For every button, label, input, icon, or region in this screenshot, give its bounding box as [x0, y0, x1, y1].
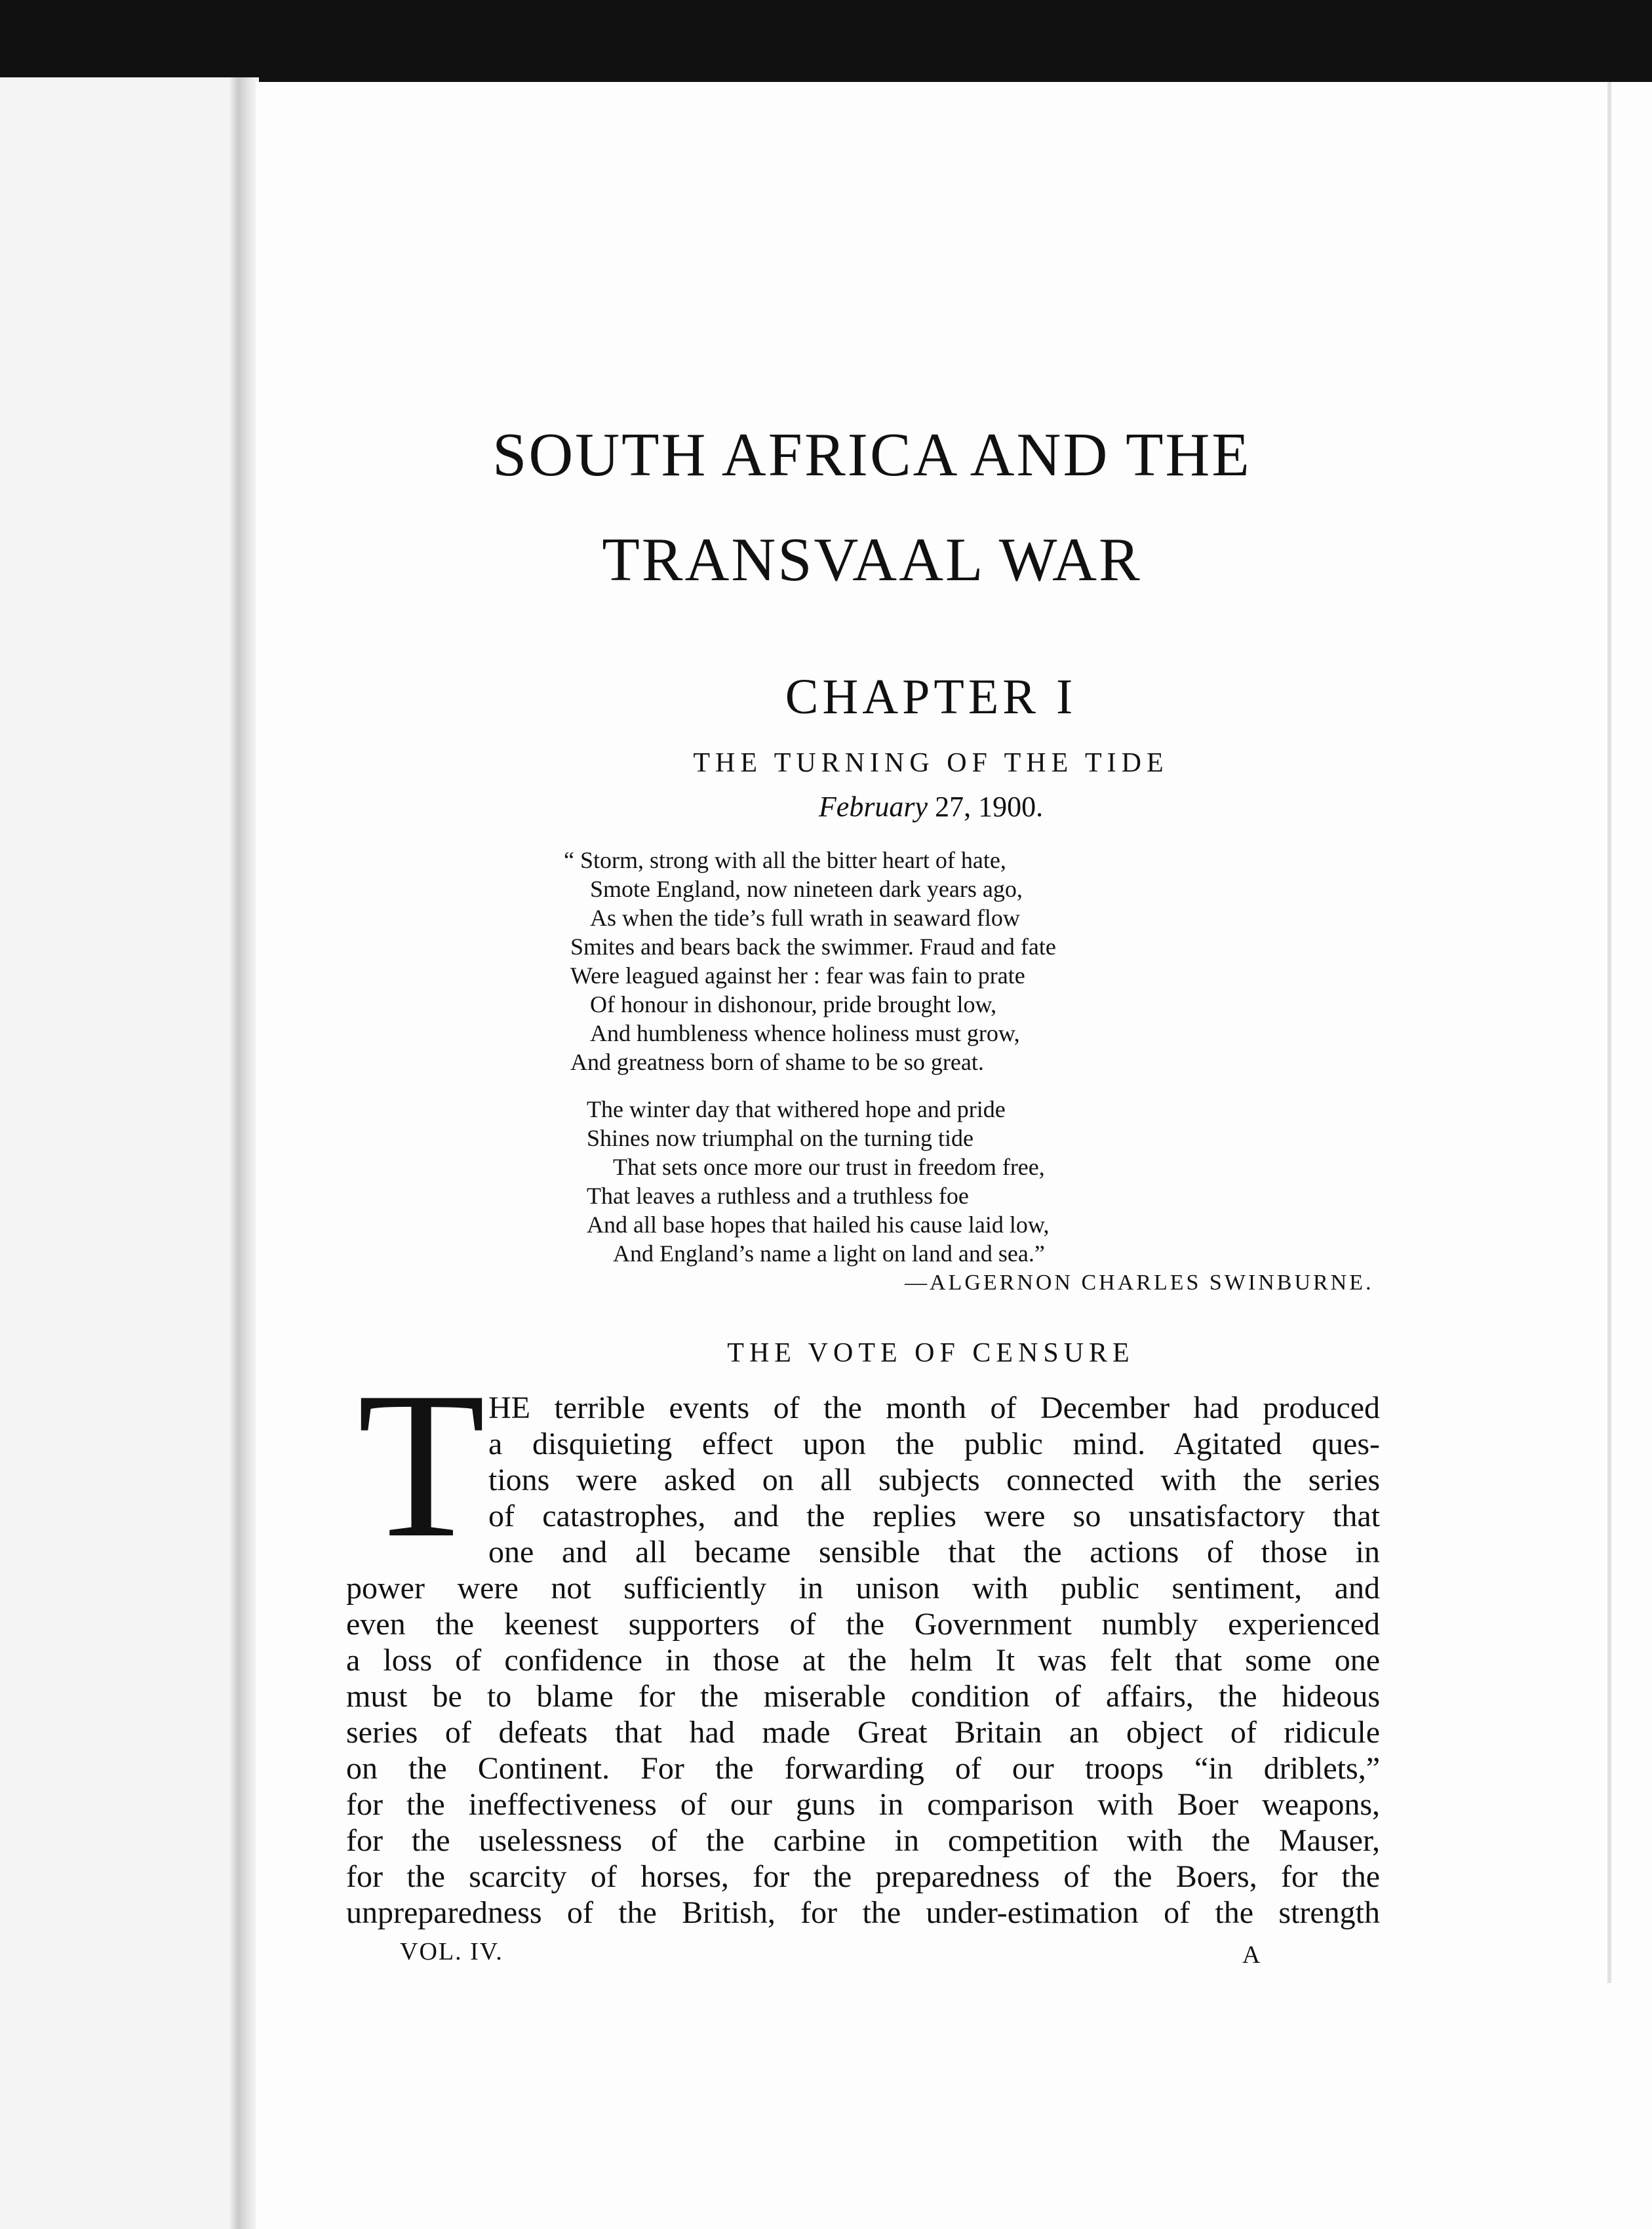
body-text — [346, 1570, 1380, 1931]
poem-line: That sets once more our trust in freedom free, — [613, 1154, 1045, 1180]
chapter-heading: CHAPTER I — [785, 669, 1077, 724]
book-title-line2: TRANSVAAL WAR — [602, 526, 1142, 594]
poem-line: And humbleness whence holiness must grow, — [590, 1020, 1020, 1046]
body-line: unpreparedness of the British, for the under-estimation of the strength — [346, 1895, 1380, 1930]
poem-stanza-2 — [564, 1095, 1272, 1268]
poem-line: And England’s name a light on land and sea.” — [613, 1240, 1045, 1267]
poem-attribution: —ALGERNON CHARLES SWINBURNE. — [905, 1271, 1374, 1295]
body-line: for the ineffectiveness of our guns in comparison with Boer weapons, — [346, 1787, 1380, 1822]
body-line: a disquieting effect upon the public mind. Agitated ques- — [488, 1427, 1380, 1461]
left-page — [0, 77, 236, 2229]
date-day-year: 27, 1900. — [935, 791, 1044, 823]
body-line: tions were asked on all subjects connected with the series — [488, 1463, 1380, 1497]
body-line: must be to blame for the miserable condition of affairs, the hideous — [346, 1679, 1380, 1714]
poem-line: Of honour in dishonour, pride brought low, — [590, 991, 997, 1017]
poem-line: “ Storm, strong with all the bitter heart of hate, — [564, 847, 1006, 873]
body-line: one and all became sensible that the actions of those in — [488, 1535, 1380, 1569]
page-edge — [1607, 82, 1611, 1983]
body-line: even the keenest supporters of the Government numbly experienced — [346, 1607, 1380, 1642]
body-line: for the uselessness of the carbine in competition with the Mauser, — [346, 1823, 1380, 1858]
body-text-indented — [488, 1390, 1380, 1570]
poem-line: Shines now triumphal on the turning tide — [587, 1125, 974, 1151]
poem-line: Smites and bears back the swimmer. Fraud and fate — [570, 934, 1056, 960]
body-line: HE terrible events of the month of December had produced — [488, 1391, 1380, 1425]
body-line: series of defeats that had made Great Britain an object of ridicule — [346, 1715, 1380, 1750]
body-line: for the scarcity of horses, for the preparedness of the Boers, for the — [346, 1859, 1380, 1894]
drop-cap: T — [357, 1349, 486, 1581]
poem-line: And all base hopes that hailed his cause laid low, — [587, 1212, 1050, 1238]
poem-line: As when the tide’s full wrath in seaward flow — [590, 905, 1020, 931]
volume-marker: VOL. IV. — [400, 1938, 503, 1965]
poem-stanza-1 — [564, 846, 1272, 1076]
chapter-date — [590, 790, 1272, 823]
book-spine — [229, 77, 259, 2229]
signature-mark: A — [1242, 1941, 1261, 1969]
poem-line: And greatness born of shame to be so great. — [570, 1049, 984, 1075]
body-line: power were not sufficiently in unison with public sentiment, and — [346, 1571, 1380, 1606]
poem-line: That leaves a ruthless and a truthless foe — [587, 1183, 969, 1209]
body-line: of catastrophes, and the replies were so unsatisfactory that — [488, 1499, 1380, 1533]
section-heading: THE VOTE OF CENSURE — [727, 1338, 1135, 1368]
poem-line: Were leagued against her : fear was fain to prate — [570, 962, 1025, 989]
body-line: a loss of confidence in those at the helm It was felt that some one — [346, 1643, 1380, 1678]
body-line: on the Continent. For the forwarding of our troops “in driblets,” — [346, 1751, 1380, 1786]
chapter-title: THE TURNING OF THE TIDE — [693, 748, 1169, 778]
poem-line: Smote England, now nineteen dark years ago, — [590, 876, 1023, 902]
poem-line: The winter day that withered hope and pride — [587, 1096, 1006, 1122]
date-month: February — [818, 791, 928, 823]
book-title-line1: SOUTH AFRICA AND THE — [492, 421, 1251, 489]
